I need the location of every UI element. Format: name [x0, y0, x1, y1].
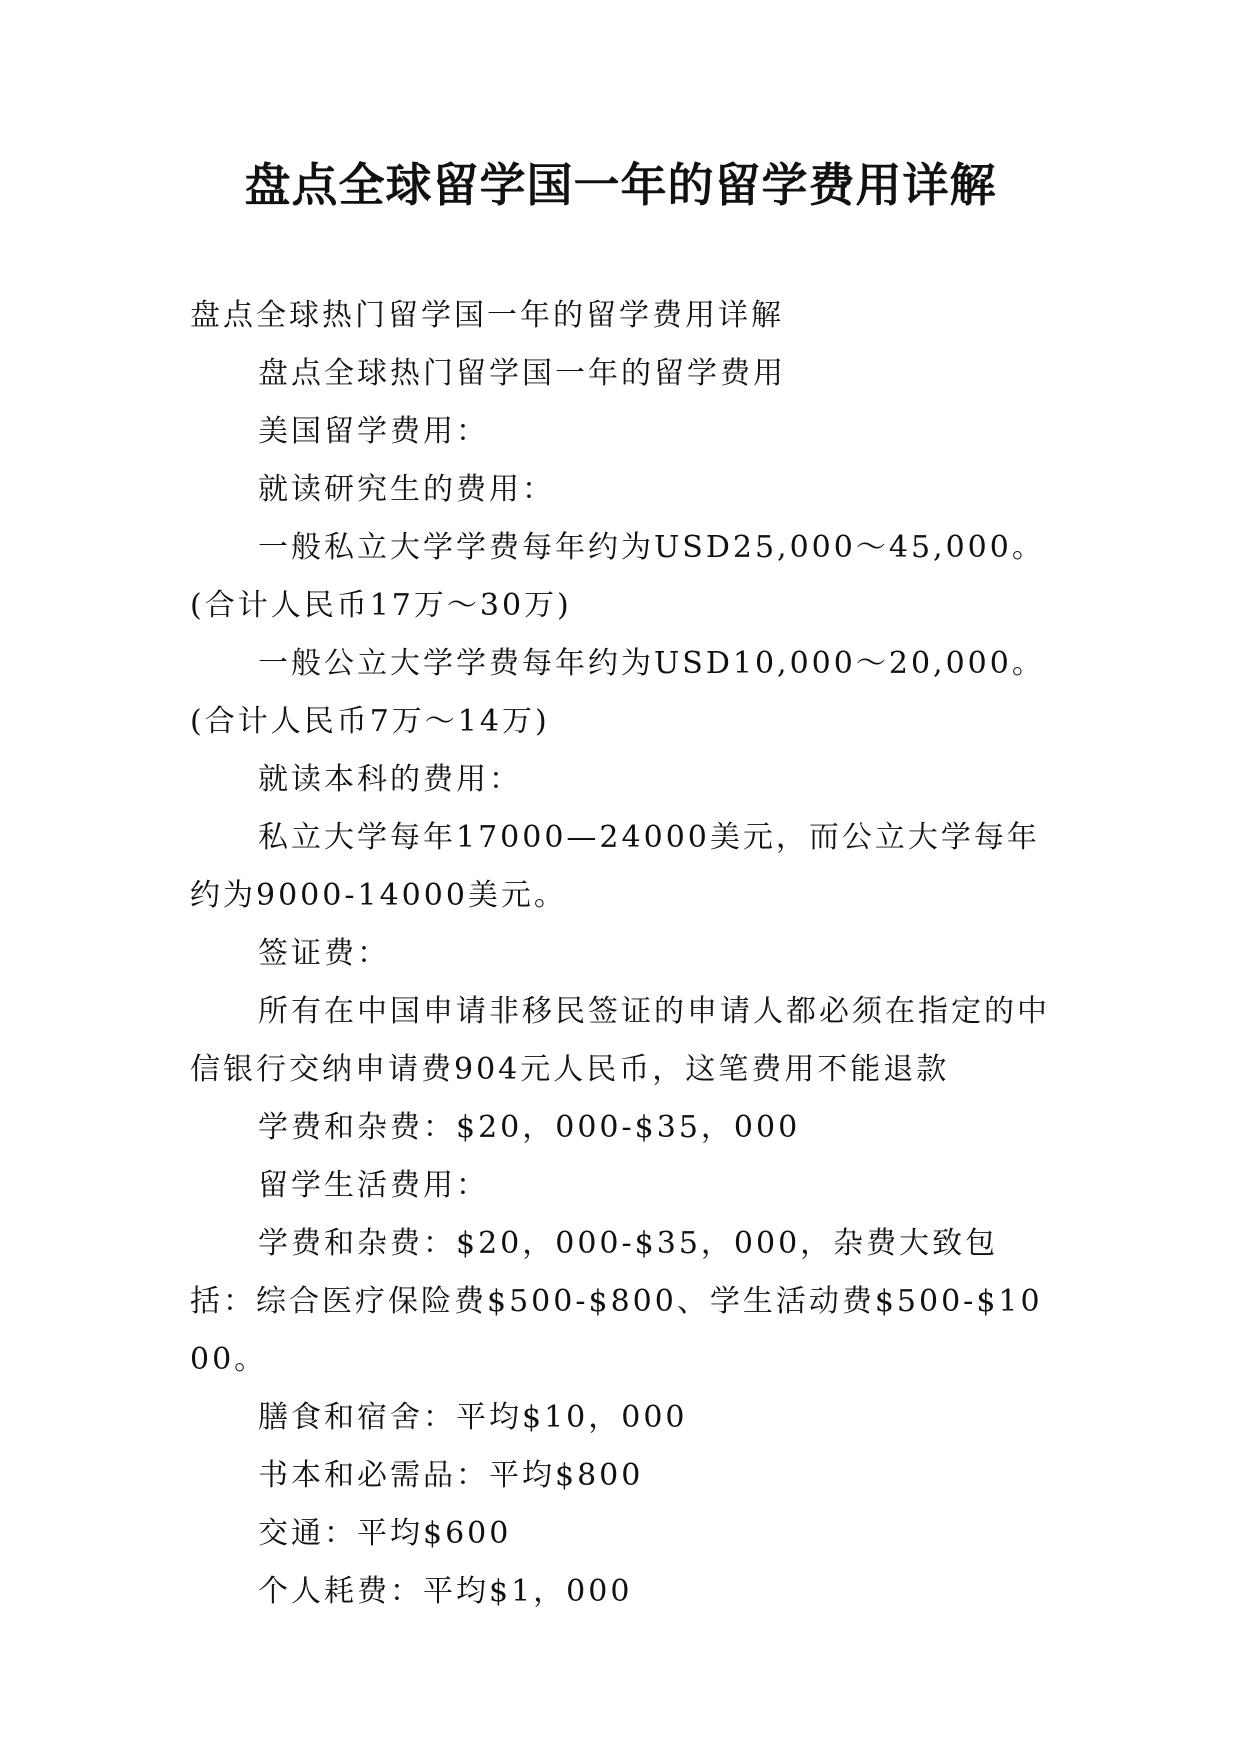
paragraph: 书本和必需品：平均$800 [258, 1458, 644, 1493]
paragraph-subtitle: 盘点全球热门留学国一年的留学费用详解 [190, 298, 784, 333]
paragraph: 交通：平均$600 [258, 1516, 512, 1551]
paragraph: 所有在中国申请非移民签证的申请人都必须在指定的中信银行交纳申请费904元人民币，这笔费用不能退款 [190, 994, 1050, 1087]
paragraph-heading-graduate: 就读研究生的费用： [258, 472, 555, 507]
document-title: 盘点全球留学国一年的留学费用详解 [244, 158, 997, 212]
paragraph: 一般公立大学学费每年约为USD10,000～20,000。(合计人民币7万～14万) [190, 646, 1045, 739]
paragraph-heading-visa: 签证费： [258, 936, 390, 971]
paragraph: 个人耗费：平均$1，000 [258, 1574, 633, 1609]
paragraph: 学费和杂费：$20，000-$35，000 [258, 1110, 801, 1145]
paragraph: 盘点全球热门留学国一年的留学费用 [258, 356, 786, 391]
paragraph-heading-usa: 美国留学费用： [258, 414, 489, 449]
paragraph-heading-living: 留学生活费用： [258, 1168, 489, 1203]
paragraph: 学费和杂费：$20，000-$35，000，杂费大致包括：综合医疗保险费$500-$800、学生活动费$500-$1000。 [190, 1226, 1043, 1377]
paragraph: 私立大学每年17000—24000美元，而公立大学每年约为9000-14000美元。 [190, 820, 1040, 913]
paragraph-heading-undergraduate: 就读本科的费用： [258, 762, 522, 797]
paragraph: 一般私立大学学费每年约为USD25,000～45,000。(合计人民币17万～30万) [190, 530, 1045, 623]
document-body [190, 287, 1055, 1621]
paragraph: 膳食和宿舍：平均$10，000 [258, 1400, 688, 1435]
